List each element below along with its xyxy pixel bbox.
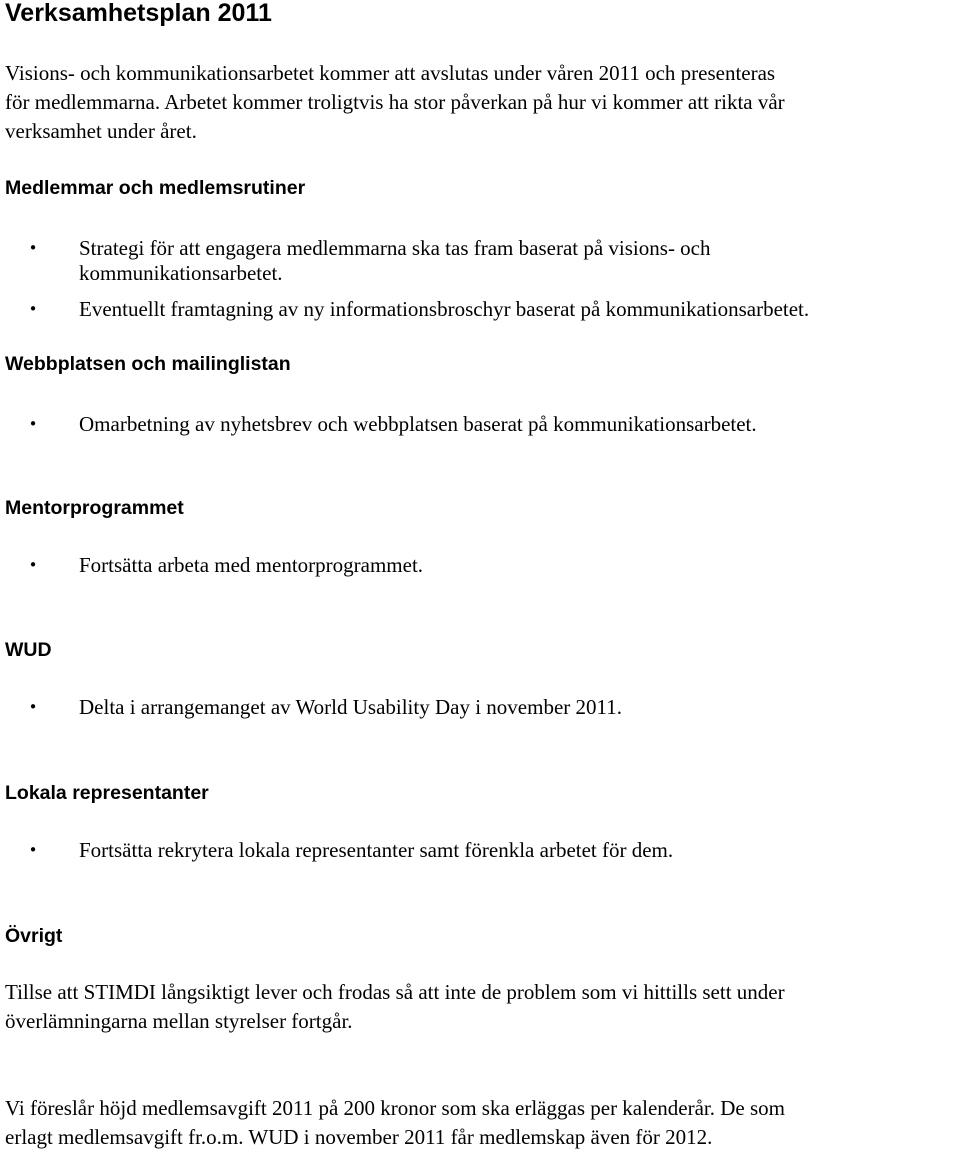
paragraph-line: erlagt medlemsavgift fr.o.m. WUD i november 2011 får medlemskap även för 2012. (5, 1125, 713, 1149)
document-title: Verksamhetsplan 2011 (5, 0, 272, 27)
bullet-text (79, 297, 809, 322)
body-paragraph (5, 978, 960, 1036)
bullet-icon: • (28, 841, 38, 859)
body-paragraph (5, 1094, 960, 1152)
bullet-line: Strategi för att engagera medlemmarna ska tas fram baserat på visions- och (79, 236, 711, 260)
bullet-text (79, 695, 622, 720)
bullet-icon: • (28, 698, 38, 716)
section-heading-medlemmar: Medlemmar och medlemsrutiner (5, 177, 306, 199)
intro-line: verksamhet under året. (5, 119, 197, 143)
section-heading-wud: WUD (5, 639, 52, 661)
section-heading-webbplatsen: Webbplatsen och mailinglistan (5, 353, 291, 375)
section-heading-mentorprogrammet: Mentorprogrammet (5, 497, 184, 519)
bullet-line: kommunikationsarbetet. (79, 261, 283, 285)
bullet-text (79, 838, 673, 863)
section-heading-ovrigt: Övrigt (5, 925, 63, 947)
bullet-text (79, 412, 757, 437)
intro-line: Visions- och kommunikationsarbetet kommer att avslutas under våren 2011 och presenteras (5, 61, 776, 85)
bullet-icon: • (28, 556, 38, 574)
bullet-line: Fortsätta rekrytera lokala representanter samt förenkla arbetet för dem. (79, 838, 674, 862)
bullet-text (79, 236, 711, 286)
paragraph-line: överlämningarna mellan styrelser fortgår. (5, 1009, 353, 1033)
intro-paragraph (5, 59, 960, 146)
bullet-line: Delta i arrangemanget av World Usability Day i november 2011. (79, 695, 622, 719)
bullet-icon: • (28, 415, 38, 433)
bullet-icon: • (28, 300, 38, 318)
bullet-line: Omarbetning av nyhetsbrev och webbplatsen baserat på kommunikationsarbetet. (79, 412, 757, 436)
section-heading-lokala: Lokala representanter (5, 782, 209, 804)
intro-line: för medlemmarna. Arbetet kommer troligtvis ha stor påverkan på hur vi kommer att rikta vår (5, 90, 785, 114)
bullet-line: Eventuellt framtagning av ny informationsbroschyr baserat på kommunikationsarbetet. (79, 297, 810, 321)
bullet-icon: • (28, 239, 38, 257)
paragraph-line: Tillse att STIMDI långsiktigt lever och frodas så att inte de problem som vi hittills sett under (5, 980, 785, 1004)
bullet-text (79, 553, 423, 578)
paragraph-line: Vi föreslår höjd medlemsavgift 2011 på 200 kronor som ska erläggas per kalenderår. De som (5, 1096, 785, 1120)
bullet-line: Fortsätta arbeta med mentorprogrammet. (79, 553, 424, 577)
